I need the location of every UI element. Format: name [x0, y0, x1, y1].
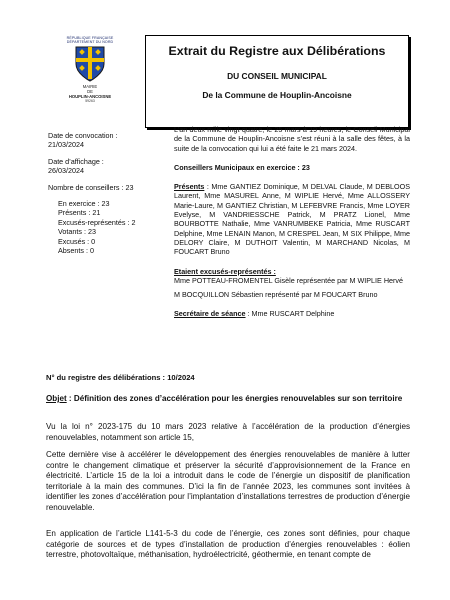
paragraph-objectifs: Cette dernière vise à accélérer le développement des énergies renouvelables de manière à lutter contre le changement climatique et préserver la sécurité d’approvisionnement de la France en électricité. L’article 15 de la loi a introduit dans le code de l’énergie un dispositif de planification territoriale à la main des communes. D’ici la fin de l’année 2023, les communes sont invitées à identifier les zones d’accélération pour l’implantation d’installations terrestres de production d’énergie renouvelable. [46, 450, 410, 512]
convocation-label: Date de convocation : [48, 131, 118, 140]
excuses-line-2: M BOCQUILLON Sébastien représenté par M FOUCART Bruno [174, 290, 378, 300]
header-subtitle: DU CONSEIL MUNICIPAL [227, 71, 327, 81]
stat-absents: Absents : 0 [58, 246, 94, 256]
meeting-info-column [48, 131, 173, 255]
logo-mairie: MAIRIE [82, 84, 98, 90]
presents-label: Présents [174, 182, 205, 192]
commune-logo [50, 36, 130, 104]
nb-conseillers: Nombre de conseillers : 23 [48, 182, 134, 192]
convocation-date: 21/03/2024 [48, 140, 84, 150]
stat-exercice: En exercice : 23 [58, 199, 110, 209]
logo-departement: DÉPARTEMENT DU NORD [66, 40, 114, 45]
secretaire-line [174, 309, 410, 318]
paragraph-application: En application de l’article L141-5-3 du code de l’énergie, ces zones sont définies, pour chaque catégorie de sources et de types d’installation de production d’énergies renouvelables : éolien terrestre, photovoltaïque, méthanisation, hydroélectricité, géothermie, en tenant compte de [46, 529, 410, 560]
excuses-line-1: Mme POTTEAU-FROMENTEL Gisèle représentée par M WIPLIE Hervé [174, 275, 403, 285]
registre-number: N° du registre des délibérations : 10/2024 [46, 373, 195, 382]
stat-excuses-representes: Excusés-représentés : 2 [58, 217, 136, 227]
affichage-label: Date d’affichage : [48, 156, 104, 166]
logo-code: 59263 [85, 99, 95, 104]
stat-presents: Présents : 21 [58, 208, 101, 218]
intro-paragraph: L’an deux mille vingt-quatre, le 25 mars à 19 heures, le Conseil Municipal de la Commune de Houplin-Ancoisne s’est réuni à la salle des fêtes, à la suite de la convocation qui lui a été faite le 21 mars 2024. [174, 125, 410, 153]
header-commune: De la Commune de Houplin-Ancoisne [202, 90, 352, 100]
stat-excuses: Excusés : 0 [58, 236, 96, 246]
objet-label: Objet [46, 394, 67, 403]
presents-paragraph [174, 182, 410, 256]
coat-of-arms-icon [75, 46, 105, 82]
secretaire-label: Secrétaire de séance [174, 309, 246, 319]
logo-de: DE [87, 89, 93, 95]
paragraph-vu-la-loi: Vu la loi n° 2023-175 du 10 mars 2023 relative à l’accélération de la production d’énergies renouvelables, notamment son article 15, [46, 422, 410, 442]
presents-list: : Mme GANTIEZ Dominique, M DELVAL Claude, M DEBLOOS Laurent, Mme MASUREL Anne, M WIPLIE Hervé, Mme ALLOSSERY Marie-Laure, M GANTIEZ Christian, M LEFEBVRE Francis, Mme LOYER Evelyse, M VANDRIESSCHE Patrick, M PRATZ Lionel, Mme BOURBOTTE Nathalie, Mme VANRUMBEKE Patricia, Mme RUSCART Delphine, Mme LENAIN Manon, M CRESPEL Jean, M SIX Philippe, Mme DELORY Claire, M DUTHOIT Valentin, M MARCHAND Nicolas, M FOUCART Bruno [174, 182, 410, 257]
excuses-label: Etaient excusés-représentés : [174, 266, 276, 276]
header-box [145, 35, 409, 128]
conseillers-exercice: Conseillers Municipaux en exercice : 23 [174, 162, 310, 172]
logo-republique: RÉPUBLIQUE FRANÇAISE [66, 36, 114, 40]
meeting-details-column [174, 125, 410, 319]
logo-town: HOUPLIN-ANCOISNE [68, 94, 112, 100]
objet-heading [46, 394, 410, 405]
page-title: Extrait du Registre aux Délibérations [168, 44, 386, 58]
affichage-date: 26/03/2024 [48, 166, 84, 176]
objet-text: : Définition des zones d’accélération pour les énergies renouvelables sur son territoire [66, 394, 403, 403]
secretaire-name: : Mme RUSCART Delphine [245, 309, 335, 319]
stat-votants: Votants : 23 [58, 227, 96, 237]
